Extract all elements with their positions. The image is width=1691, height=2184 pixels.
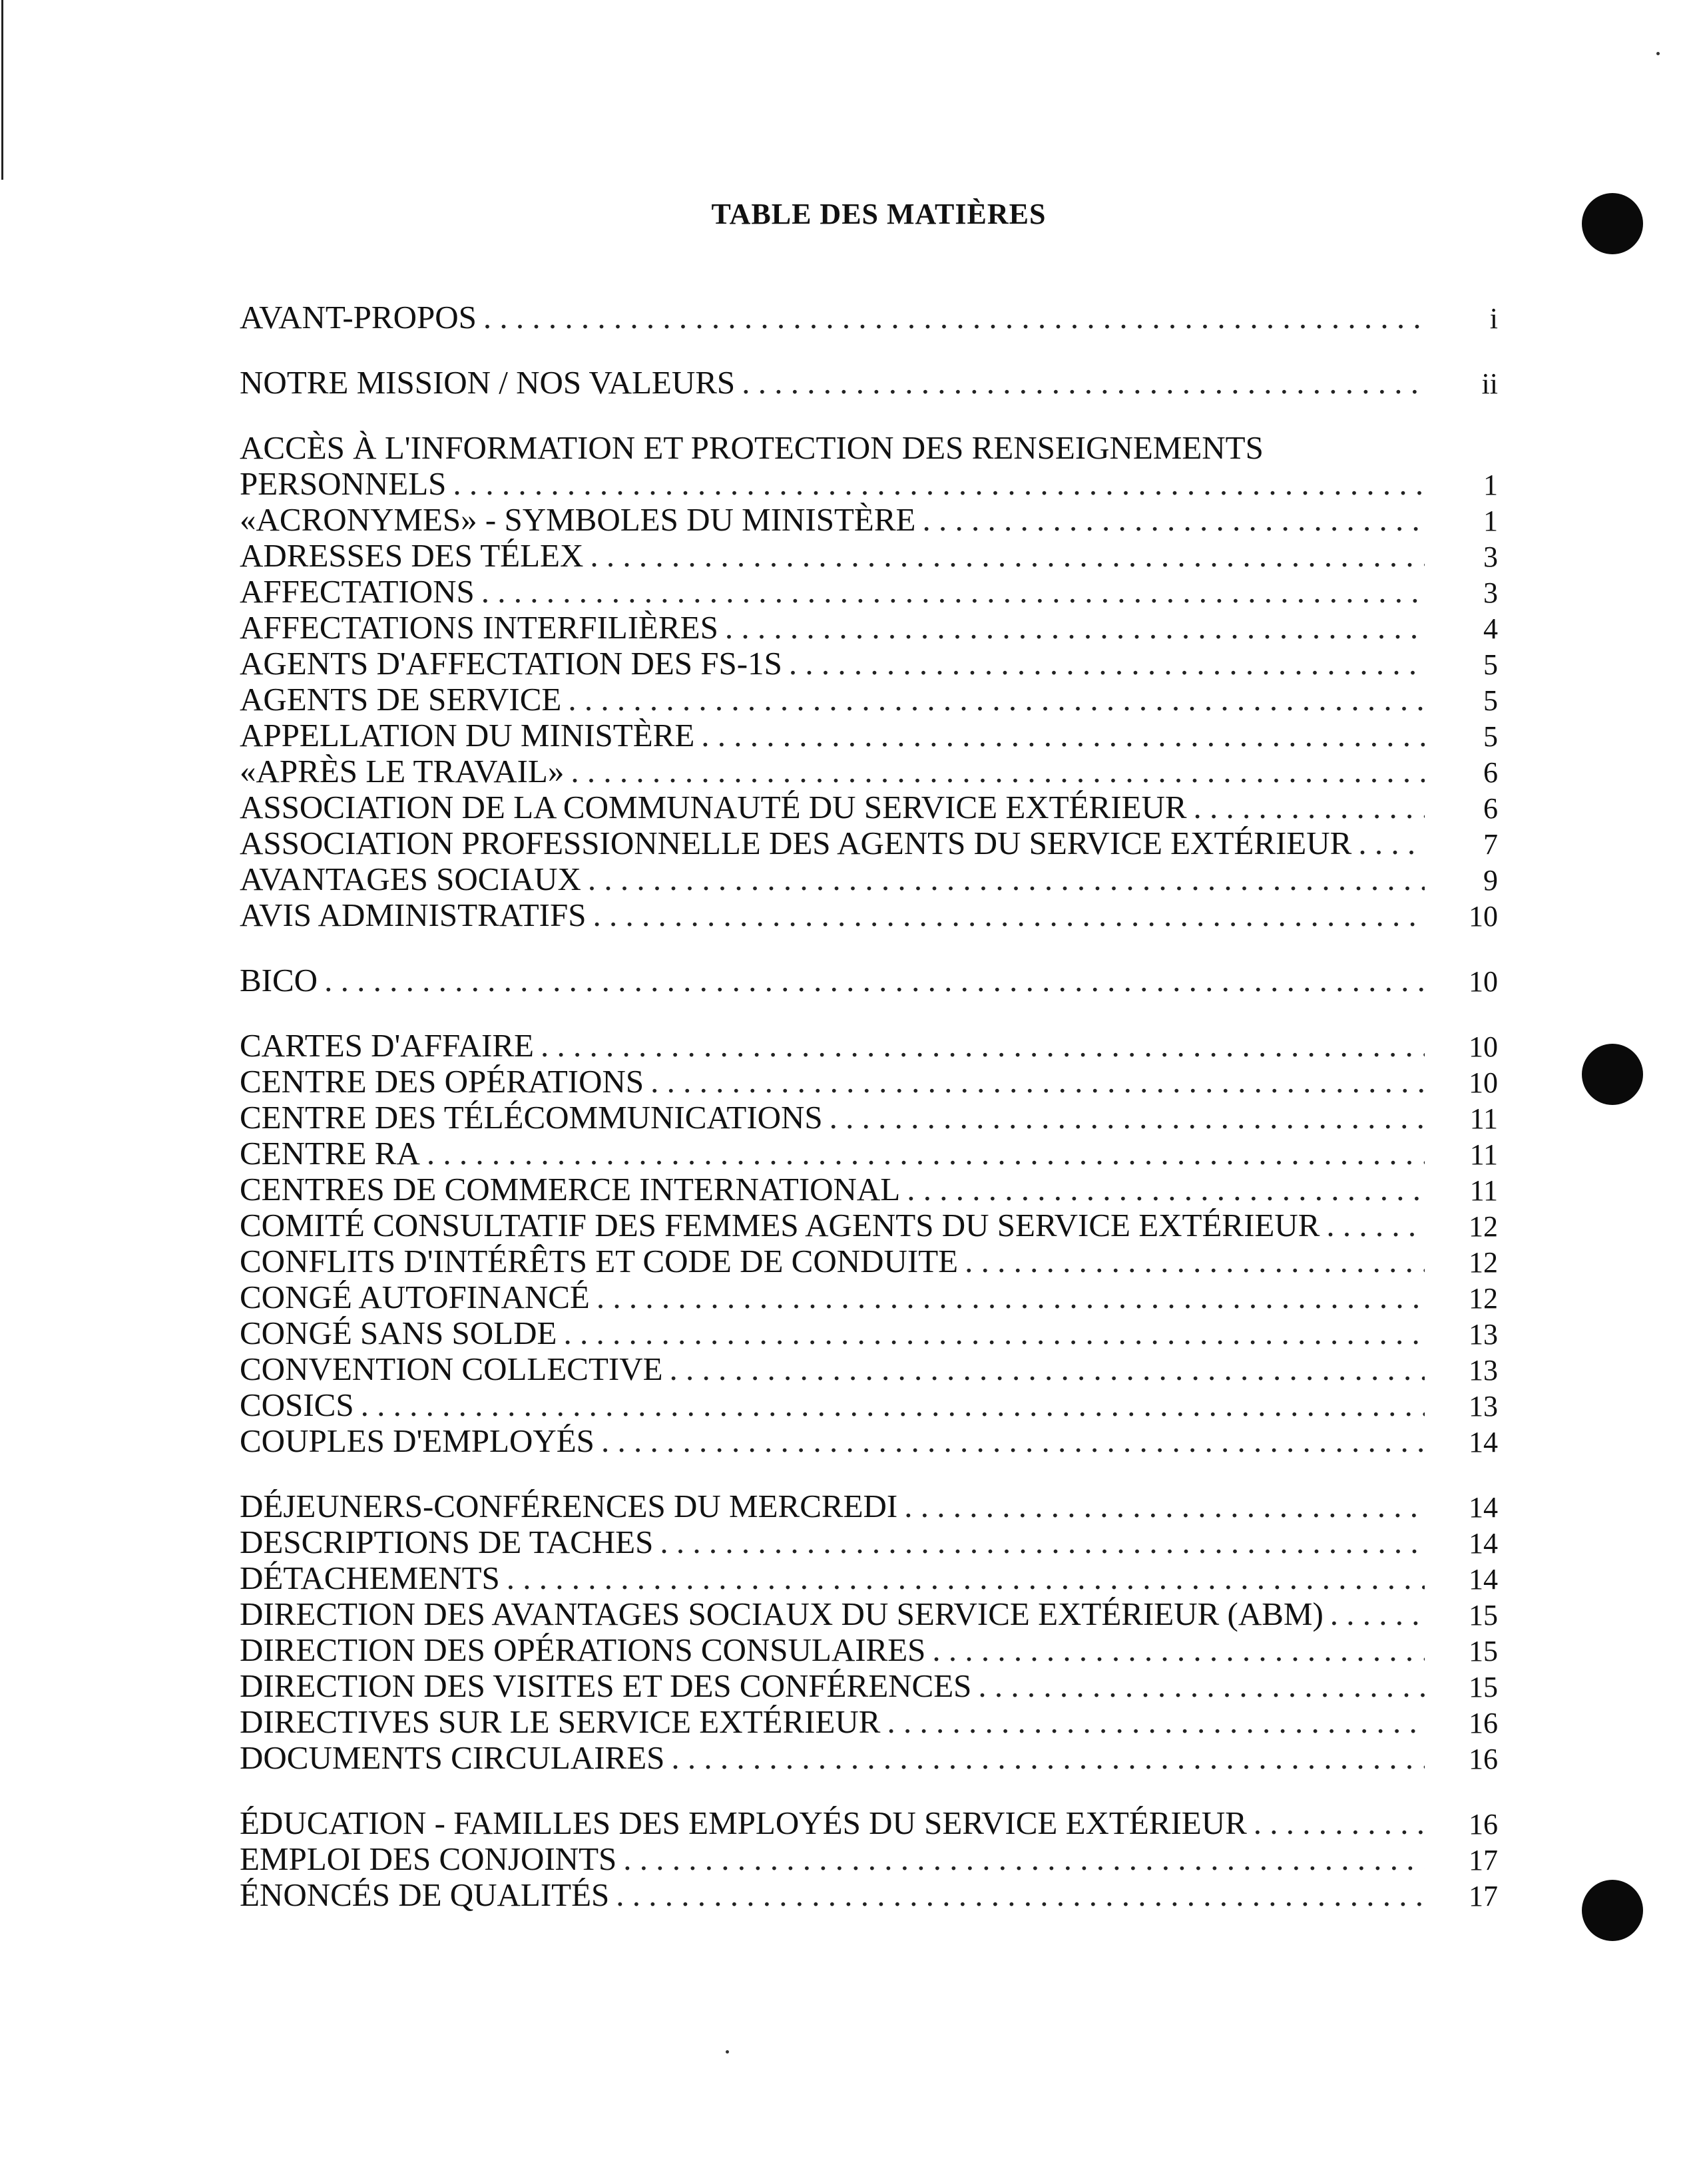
toc-entry[interactable] bbox=[240, 754, 1498, 789]
toc-entry-page-number: 5 bbox=[1483, 720, 1498, 753]
toc-entry-page-number: 7 bbox=[1483, 828, 1498, 861]
dot-leader bbox=[1330, 1596, 1425, 1632]
toc-entry-page-number: 13 bbox=[1469, 1354, 1498, 1387]
toc-entry-label: «ACRONYMES» - SYMBOLES DU MINISTÈRE bbox=[240, 501, 916, 538]
toc-entry-label: ÉDUCATION - FAMILLES DES EMPLOYÉS DU SERVICE EXTÉRIEUR bbox=[240, 1805, 1247, 1841]
toc-entry-label: AVANTAGES SOCIAUX bbox=[240, 861, 581, 897]
dot-leader bbox=[571, 754, 1425, 789]
toc-entry-page-number: 1 bbox=[1483, 469, 1498, 501]
scan-edge-line bbox=[1, 0, 3, 180]
toc-entry[interactable] bbox=[240, 718, 1498, 754]
toc-entry-page-number: ii bbox=[1481, 367, 1498, 400]
toc-entry-label: DÉJEUNERS-CONFÉRENCES DU MERCREDI bbox=[240, 1488, 898, 1524]
dot-leader bbox=[830, 1100, 1425, 1136]
toc-entry[interactable] bbox=[240, 502, 1498, 538]
dot-leader bbox=[427, 1136, 1425, 1172]
toc-entry[interactable] bbox=[240, 1387, 1498, 1423]
dot-leader bbox=[623, 1841, 1425, 1877]
toc-entry-label: APPELLATION DU MINISTÈRE bbox=[240, 717, 695, 754]
dot-leader bbox=[563, 1315, 1425, 1351]
toc-entry-label: AFFECTATIONS INTERFILIÈRES bbox=[240, 609, 718, 646]
toc-entry-label: CENTRE DES TÉLÉCOMMUNICATIONS bbox=[240, 1099, 823, 1136]
toc-entry[interactable] bbox=[240, 1560, 1498, 1596]
toc-entry[interactable] bbox=[240, 646, 1498, 682]
toc-section bbox=[240, 1028, 1498, 1459]
toc-entry[interactable] bbox=[240, 1740, 1498, 1776]
toc-entry[interactable] bbox=[240, 300, 1498, 335]
toc-entry-page-number: 12 bbox=[1469, 1246, 1498, 1279]
toc-entry-label: DÉTACHEMENTS bbox=[240, 1560, 500, 1596]
toc-entry-label: CARTES D'AFFAIRE bbox=[240, 1027, 534, 1064]
toc-entry[interactable] bbox=[240, 1136, 1498, 1172]
toc-section bbox=[240, 963, 1498, 998]
dot-leader bbox=[597, 1279, 1425, 1315]
toc-entry-label: DIRECTIVES SUR LE SERVICE EXTÉRIEUR bbox=[240, 1703, 881, 1740]
toc-entry[interactable] bbox=[240, 1279, 1498, 1315]
toc-entry-label: DOCUMENTS CIRCULAIRES bbox=[240, 1739, 665, 1776]
toc-entry-label: AVIS ADMINISTRATIFS bbox=[240, 897, 587, 933]
toc-entry-page-number: 14 bbox=[1469, 1491, 1498, 1524]
toc-entry[interactable] bbox=[240, 1841, 1498, 1877]
dot-leader bbox=[453, 466, 1425, 502]
toc-entry[interactable] bbox=[240, 682, 1498, 718]
dot-leader bbox=[701, 718, 1425, 754]
toc-section bbox=[240, 300, 1498, 335]
toc-entry[interactable] bbox=[240, 466, 1498, 502]
toc-entry-label: «APRÈS LE TRAVAIL» bbox=[240, 753, 565, 789]
toc-entry-label: DESCRIPTIONS DE TACHES bbox=[240, 1524, 654, 1560]
dot-leader bbox=[671, 1740, 1425, 1776]
toc-entry[interactable] bbox=[240, 1351, 1498, 1387]
toc-entry-label: ÉNONCÉS DE QUALITÉS bbox=[240, 1876, 610, 1913]
punch-hole-bottom bbox=[1582, 1880, 1643, 1941]
toc-entry-label: DIRECTION DES VISITES ET DES CONFÉRENCES bbox=[240, 1667, 972, 1704]
toc-entry[interactable] bbox=[240, 1172, 1498, 1207]
toc-entry-label: PERSONNELS bbox=[240, 465, 447, 502]
toc-entry[interactable] bbox=[240, 1100, 1498, 1136]
toc-entry-label: CONGÉ AUTOFINANCÉ bbox=[240, 1279, 590, 1315]
toc-entry-page-number: 5 bbox=[1483, 684, 1498, 717]
toc-section bbox=[240, 430, 1498, 933]
toc-entry[interactable] bbox=[240, 825, 1498, 861]
toc-entry-page-number: 10 bbox=[1469, 965, 1498, 998]
toc-entry-label: DIRECTION DES AVANTAGES SOCIAUX DU SERVICE EXTÉRIEUR (ABM) bbox=[240, 1596, 1324, 1632]
toc-entry-label: ACCÈS À L'INFORMATION ET PROTECTION DES RENSEIGNEMENTS bbox=[240, 429, 1264, 466]
toc-entry-page-number: 15 bbox=[1469, 1671, 1498, 1703]
toc-entry[interactable] bbox=[240, 430, 1498, 466]
toc-entry-page-number: 11 bbox=[1469, 1174, 1498, 1207]
toc-entry-page-number: 9 bbox=[1483, 864, 1498, 897]
toc-section bbox=[240, 1488, 1498, 1776]
toc-entry[interactable] bbox=[240, 1243, 1498, 1279]
toc-entry[interactable] bbox=[240, 1877, 1498, 1913]
toc-entry-label: CENTRE RA bbox=[240, 1135, 420, 1172]
toc-entry-label: CONVENTION COLLECTIVE bbox=[240, 1351, 663, 1387]
toc-entry-label: ASSOCIATION PROFESSIONNELLE DES AGENTS DU SERVICE EXTÉRIEUR bbox=[240, 825, 1352, 861]
toc-entry-page-number: 14 bbox=[1469, 1426, 1498, 1458]
toc-entry-page-number: 17 bbox=[1469, 1880, 1498, 1912]
dot-leader bbox=[1326, 1207, 1425, 1243]
toc-entry[interactable] bbox=[240, 1423, 1498, 1459]
toc-entry[interactable] bbox=[240, 897, 1498, 933]
dot-leader bbox=[670, 1351, 1425, 1387]
dot-leader bbox=[483, 300, 1425, 335]
toc-entry-page-number: i bbox=[1489, 302, 1498, 335]
toc-entry[interactable] bbox=[240, 1488, 1498, 1524]
toc-entry[interactable] bbox=[240, 789, 1498, 825]
toc-entry-page-number: 15 bbox=[1469, 1599, 1498, 1632]
table-of-contents bbox=[240, 300, 1498, 1942]
dot-leader bbox=[965, 1243, 1425, 1279]
toc-entry-page-number: 10 bbox=[1469, 1030, 1498, 1063]
dot-leader bbox=[887, 1704, 1425, 1740]
dot-leader bbox=[361, 1387, 1425, 1423]
toc-entry[interactable] bbox=[240, 1668, 1498, 1704]
toc-entry-page-number: 6 bbox=[1483, 792, 1498, 825]
toc-entry-page-number: 14 bbox=[1469, 1527, 1498, 1560]
dot-leader bbox=[660, 1524, 1425, 1560]
toc-entry[interactable] bbox=[240, 1805, 1498, 1841]
dot-leader bbox=[616, 1877, 1425, 1913]
toc-entry[interactable] bbox=[240, 365, 1498, 401]
toc-entry-label: ASSOCIATION DE LA COMMUNAUTÉ DU SERVICE EXTÉRIEUR bbox=[240, 789, 1187, 825]
toc-entry[interactable] bbox=[240, 1524, 1498, 1560]
dot-leader bbox=[324, 963, 1425, 998]
toc-entry-page-number: 13 bbox=[1469, 1318, 1498, 1351]
dot-leader bbox=[742, 365, 1425, 401]
toc-entry[interactable] bbox=[240, 1028, 1498, 1064]
toc-entry[interactable] bbox=[240, 1632, 1498, 1668]
toc-entry-label: CENTRES DE COMMERCE INTERNATIONAL bbox=[240, 1171, 901, 1207]
toc-entry[interactable] bbox=[240, 1064, 1498, 1100]
dot-leader bbox=[725, 610, 1425, 646]
dot-leader bbox=[789, 646, 1425, 682]
punch-hole-middle bbox=[1582, 1044, 1643, 1105]
toc-entry[interactable] bbox=[240, 538, 1498, 574]
dot-leader bbox=[1194, 789, 1425, 825]
toc-entry-page-number: 16 bbox=[1469, 1743, 1498, 1775]
dot-leader bbox=[1254, 1805, 1425, 1841]
toc-entry-label: AVANT-PROPOS bbox=[240, 299, 477, 335]
toc-entry-label: COSICS bbox=[240, 1387, 354, 1423]
toc-entry-page-number: 1 bbox=[1483, 505, 1498, 537]
dot-leader bbox=[907, 1172, 1425, 1207]
toc-entry-label: AGENTS DE SERVICE bbox=[240, 681, 562, 718]
toc-entry-label: CONGÉ SANS SOLDE bbox=[240, 1315, 557, 1351]
toc-entry-page-number: 14 bbox=[1469, 1563, 1498, 1596]
toc-entry[interactable] bbox=[240, 1315, 1498, 1351]
dot-leader bbox=[1358, 825, 1425, 861]
dot-leader bbox=[590, 538, 1425, 574]
toc-entry-page-number: 11 bbox=[1469, 1138, 1498, 1171]
toc-entry[interactable] bbox=[240, 610, 1498, 646]
toc-entry[interactable] bbox=[240, 963, 1498, 998]
toc-entry-page-number: 12 bbox=[1469, 1210, 1498, 1243]
toc-entry-label: ADRESSES DES TÉLEX bbox=[240, 537, 584, 574]
toc-entry-label: NOTRE MISSION / NOS VALEURS bbox=[240, 364, 736, 401]
toc-entry[interactable] bbox=[240, 574, 1498, 610]
dot-leader bbox=[932, 1632, 1425, 1668]
toc-entry-label: AFFECTATIONS bbox=[240, 573, 475, 610]
toc-entry-label: CENTRE DES OPÉRATIONS bbox=[240, 1063, 644, 1100]
toc-entry-page-number: 12 bbox=[1469, 1282, 1498, 1315]
page-title: TABLE DES MATIÈRES bbox=[711, 198, 1047, 230]
dot-leader bbox=[481, 574, 1425, 610]
toc-entry-page-number: 11 bbox=[1469, 1102, 1498, 1135]
toc-entry-page-number: 3 bbox=[1483, 576, 1498, 609]
toc-entry-label: COUPLES D'EMPLOYÉS bbox=[240, 1422, 595, 1459]
dot-leader bbox=[541, 1028, 1425, 1064]
toc-entry[interactable] bbox=[240, 861, 1498, 897]
toc-section bbox=[240, 1805, 1498, 1913]
toc-entry[interactable] bbox=[240, 1596, 1498, 1632]
dot-leader bbox=[904, 1488, 1425, 1524]
toc-entry-page-number: 10 bbox=[1469, 1066, 1498, 1099]
toc-entry-label: CONFLITS D'INTÉRÊTS ET CODE DE CONDUITE bbox=[240, 1243, 959, 1279]
dot-leader bbox=[978, 1668, 1425, 1704]
toc-entry-page-number: 10 bbox=[1469, 900, 1498, 933]
dot-leader bbox=[593, 897, 1425, 933]
toc-entry-page-number: 17 bbox=[1469, 1844, 1498, 1876]
toc-entry[interactable] bbox=[240, 1207, 1498, 1243]
dot-leader bbox=[507, 1560, 1425, 1596]
toc-entry-page-number: 4 bbox=[1483, 612, 1498, 645]
toc-entry-page-number: 15 bbox=[1469, 1635, 1498, 1667]
dot-leader bbox=[568, 682, 1425, 718]
toc-entry[interactable] bbox=[240, 1704, 1498, 1740]
dot-leader bbox=[601, 1423, 1425, 1459]
toc-entry-label: BICO bbox=[240, 962, 318, 998]
dot-leader bbox=[588, 861, 1425, 897]
toc-entry-page-number: 16 bbox=[1469, 1707, 1498, 1739]
toc-entry-label: COMITÉ CONSULTATIF DES FEMMES AGENTS DU SERVICE EXTÉRIEUR bbox=[240, 1207, 1320, 1243]
toc-entry-label: AGENTS D'AFFECTATION DES FS-1S bbox=[240, 645, 782, 682]
toc-section bbox=[240, 365, 1498, 401]
toc-entry-page-number: 6 bbox=[1483, 756, 1498, 789]
scan-speck bbox=[1656, 52, 1660, 55]
toc-entry-label: EMPLOI DES CONJOINTS bbox=[240, 1841, 617, 1877]
toc-entry-page-number: 16 bbox=[1469, 1808, 1498, 1841]
toc-entry-page-number: 3 bbox=[1483, 541, 1498, 573]
dot-leader bbox=[922, 502, 1425, 538]
toc-entry-page-number: 13 bbox=[1469, 1390, 1498, 1422]
dot-leader bbox=[650, 1064, 1425, 1100]
toc-entry-label: DIRECTION DES OPÉRATIONS CONSULAIRES bbox=[240, 1632, 926, 1668]
toc-entry-page-number: 5 bbox=[1483, 648, 1498, 681]
scan-speck bbox=[726, 2050, 729, 2054]
